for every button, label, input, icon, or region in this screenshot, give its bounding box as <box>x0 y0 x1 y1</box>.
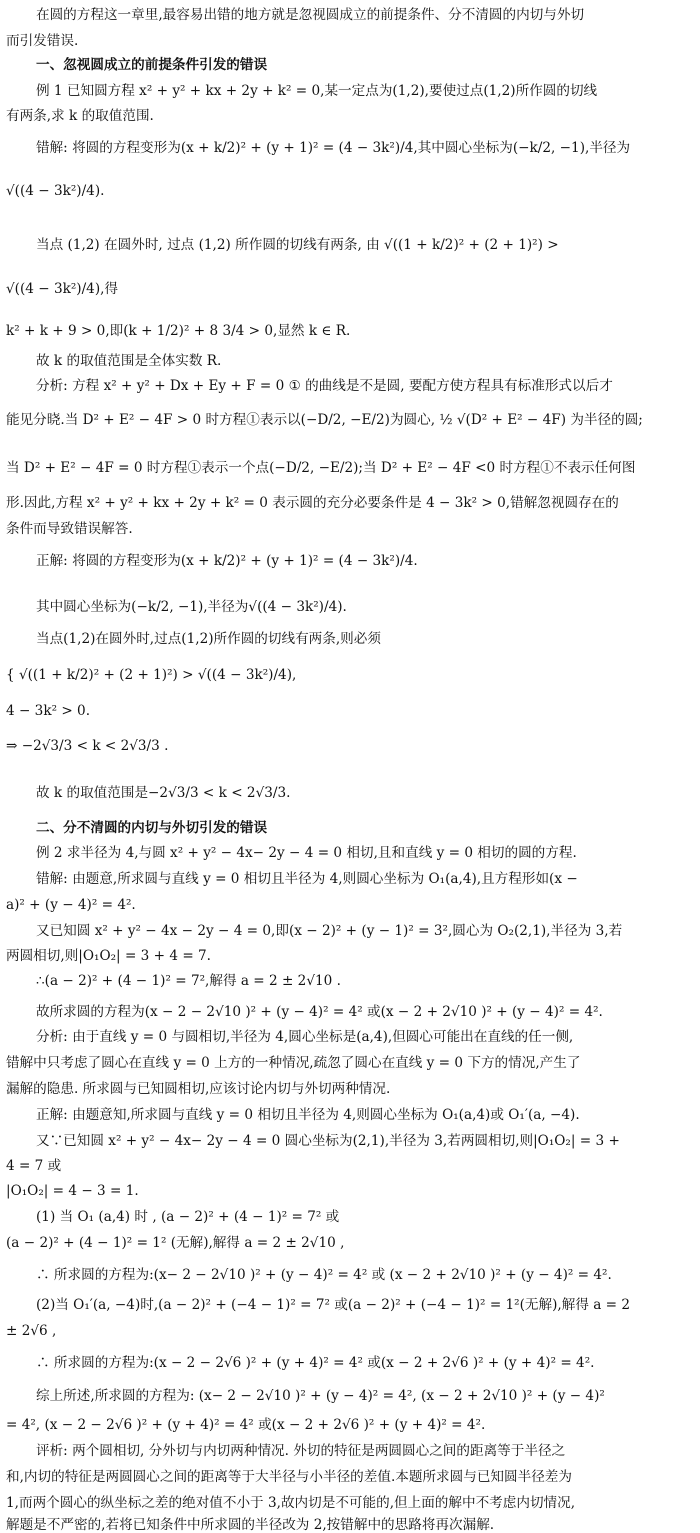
analysis-line: 能见分晓.当 D² + E² − 4F > 0 时方程①表示以(−D/2, −E/2)为圆心, ½ √(D² + E² − 4F) 为半径的圆; <box>6 412 643 428</box>
correct-solution-line: 正解: 由题意知,所求圆与直线 y = 0 相切且半径为 4,则圆心坐标为 O₁(a,4)或 O₁′(a, −4). <box>36 1107 580 1123</box>
analysis-line: 当 D² + E² − 4F = 0 时方程①表示一个点(−D/2, −E/2);当 D² + E² − 4F <0 时方程①不表示任何图 <box>6 460 636 476</box>
formula-line: √((4 − 3k²)/4),得 <box>6 281 119 297</box>
analysis-line: 分析: 方程 x² + y² + Dx + Ey + F = 0 ① 的曲线是不是圆, 要配方使方程具有标准形式以后才 <box>36 378 613 394</box>
analysis-line: 形.因此,方程 x² + y² + kx + 2y + k² = 0 表示圆的充分必要条件是 4 − 3k² > 0,错解忽视圆存在的 <box>6 495 619 511</box>
summary-line: 综上所述,所求圆的方程为: (x− 2 − 2√10 )² + (y − 4)² = 4², (x − 2 + 2√10 )² + (y − 4)² <box>36 1388 605 1404</box>
comment-line: 1,而两个圆心的纵坐标之差的绝对值不小于 3,故内切是不可能的,但上面的解中不考虑内切情况, <box>6 1495 576 1511</box>
formula-line: 故所求圆的方程为(x − 2 − 2√10 )² + (y − 4)² = 4² 或(x − 2 + 2√10 )² + (y − 4)² = 4². <box>36 1004 603 1020</box>
paragraph-line: |O₁O₂| = 4 − 3 = 1. <box>6 1183 139 1199</box>
paragraph-line: 故 k 的取值范围是−2√3/3 < k < 2√3/3. <box>36 785 291 801</box>
paragraph-line: 当点(1,2)在圆外时,过点(1,2)所作圆的切线有两条,则必须 <box>36 631 381 647</box>
example-line: 例 2 求半径为 4,与圆 x² + y² − 4x− 2y − 4 = 0 相切,且和直线 y = 0 相切的圆的方程. <box>36 845 577 861</box>
paragraph-line: 两圆相切,则|O₁O₂| = 3 + 4 = 7. <box>6 948 212 964</box>
wrong-solution-line: 错解: 由题意,所求圆与直线 y = 0 相切且半径为 4,则圆心坐标为 O₁(a,4),且方程形如(x − <box>36 871 578 887</box>
formula-line: k² + k + 9 > 0,即(k + 1/2)² + 8 3/4 > 0,显然 k ∈ R. <box>6 323 351 339</box>
section-heading: 一、忽视圆成立的前提条件引发的错误 <box>36 57 268 73</box>
summary-line: = 4², (x − 2 − 2√6 )² + (y + 4)² = 4² 或(x − 2 + 2√6 )² + (y + 4)² = 4². <box>6 1417 486 1433</box>
comment-line: 评析: 两个圆相切, 分外切与内切两种情况. 外切的特征是两圆圆心之间的距离等于半径之 <box>36 1443 566 1459</box>
paragraph-line: 在圆的方程这一章里,最容易出错的地方就是忽视圆成立的前提条件、分不清圆的内切与外切 <box>36 7 585 23</box>
analysis-line: 漏解的隐患. 所求圆与已知圆相切,应该讨论内切与外切两种情况. <box>6 1081 391 1097</box>
paragraph-line: 又∵已知圆 x² + y² − 4x− 2y − 4 = 0 圆心坐标为(2,1),半径为 3,若两圆相切,则|O₁O₂| = 3 + <box>36 1133 620 1149</box>
paragraph-line: 故 k 的取值范围是全体实数 R. <box>36 353 222 369</box>
paragraph-line: (2)当 O₁′(a, −4)时,(a − 2)² + (−4 − 1)² = 7² 或(a − 2)² + (−4 − 1)² = 1²(无解),解得 a = 2 <box>36 1297 631 1313</box>
paragraph-line: (a − 2)² + (4 − 1)² = 1² (无解),解得 a = 2 ± 2√10 , <box>6 1235 345 1251</box>
system-line: 4 − 3k² > 0. <box>6 703 91 719</box>
formula-line: ∴(a − 2)² + (4 − 1)² = 7²,解得 a = 2 ± 2√10 . <box>36 973 341 989</box>
system-line: { √((1 + k/2)² + (2 + 1)²) > √((4 − 3k²)/4), <box>6 667 297 683</box>
analysis-line: 条件而导致错误解答. <box>6 521 133 537</box>
paragraph-line: 而引发错误. <box>6 33 79 49</box>
section-heading: 二、分不清圆的内切与外切引发的错误 <box>36 820 268 836</box>
paragraph-line: 其中圆心坐标为(−k/2, −1),半径为√((4 − 3k²)/4). <box>36 599 347 615</box>
formula-line: ∴ 所求圆的方程为:(x − 2 − 2√6 )² + (y + 4)² = 4² 或(x − 2 + 2√6 )² + (y + 4)² = 4². <box>36 1355 595 1371</box>
paragraph-line: ± 2√6 , <box>6 1323 57 1339</box>
paragraph-line: 又已知圆 x² + y² − 4x − 2y − 4 = 0,即(x − 2)² + (y − 1)² = 3²,圆心为 O₂(2,1),半径为 3,若 <box>36 923 623 939</box>
paragraph-line: a)² + (y − 4)² = 4². <box>6 897 136 913</box>
example-line: 有两条,求 k 的取值范围. <box>6 108 154 124</box>
paragraph-line: 当点 (1,2) 在圆外时, 过点 (1,2) 所作圆的切线有两条, 由 √((1 + k/2)² + (2 + 1)²) > <box>36 237 559 253</box>
paragraph-line: 4 = 7 或 <box>6 1158 62 1174</box>
formula-line: ⇒ −2√3/3 < k < 2√3/3 . <box>6 738 169 754</box>
wrong-solution-line: 错解: 将圆的方程变形为(x + k/2)² + (y + 1)² = (4 − 3k²)/4,其中圆心坐标为(−k/2, −1),半径为 <box>36 140 631 156</box>
formula-line: √((4 − 3k²)/4). <box>6 183 105 199</box>
formula-line: ∴ 所求圆的方程为:(x− 2 − 2√10 )² + (y − 4)² = 4² 或 (x − 2 + 2√10 )² + (y − 4)² = 4². <box>36 1267 612 1283</box>
analysis-line: 分析: 由于直线 y = 0 与圆相切,半径为 4,圆心坐标是(a,4),但圆心可能出在直线的任一侧, <box>36 1029 574 1045</box>
comment-line: 和,内切的特征是两圆圆心之间的距离等于大半径与小半径的差值.本题所求圆与已知圆半径差为 <box>6 1469 572 1485</box>
example-line: 例 1 已知圆方程 x² + y² + kx + 2y + k² = 0,某一定点为(1,2),要使过点(1,2)所作圆的切线 <box>36 83 598 99</box>
analysis-line: 错解中只考虑了圆心在直线 y = 0 上方的一种情况,疏忽了圆心在直线 y = 0 下方的情况,产生了 <box>6 1055 581 1071</box>
paragraph-line: (1) 当 O₁ (a,4) 时 , (a − 2)² + (4 − 1)² = 7² 或 <box>36 1209 340 1225</box>
correct-solution-line: 正解: 将圆的方程变形为(x + k/2)² + (y + 1)² = (4 − 3k²)/4. <box>36 553 418 569</box>
comment-line: 解题是不严密的,若将已知条件中所求圆的半径改为 2,按错解中的思路将再次漏解. <box>6 1517 495 1533</box>
